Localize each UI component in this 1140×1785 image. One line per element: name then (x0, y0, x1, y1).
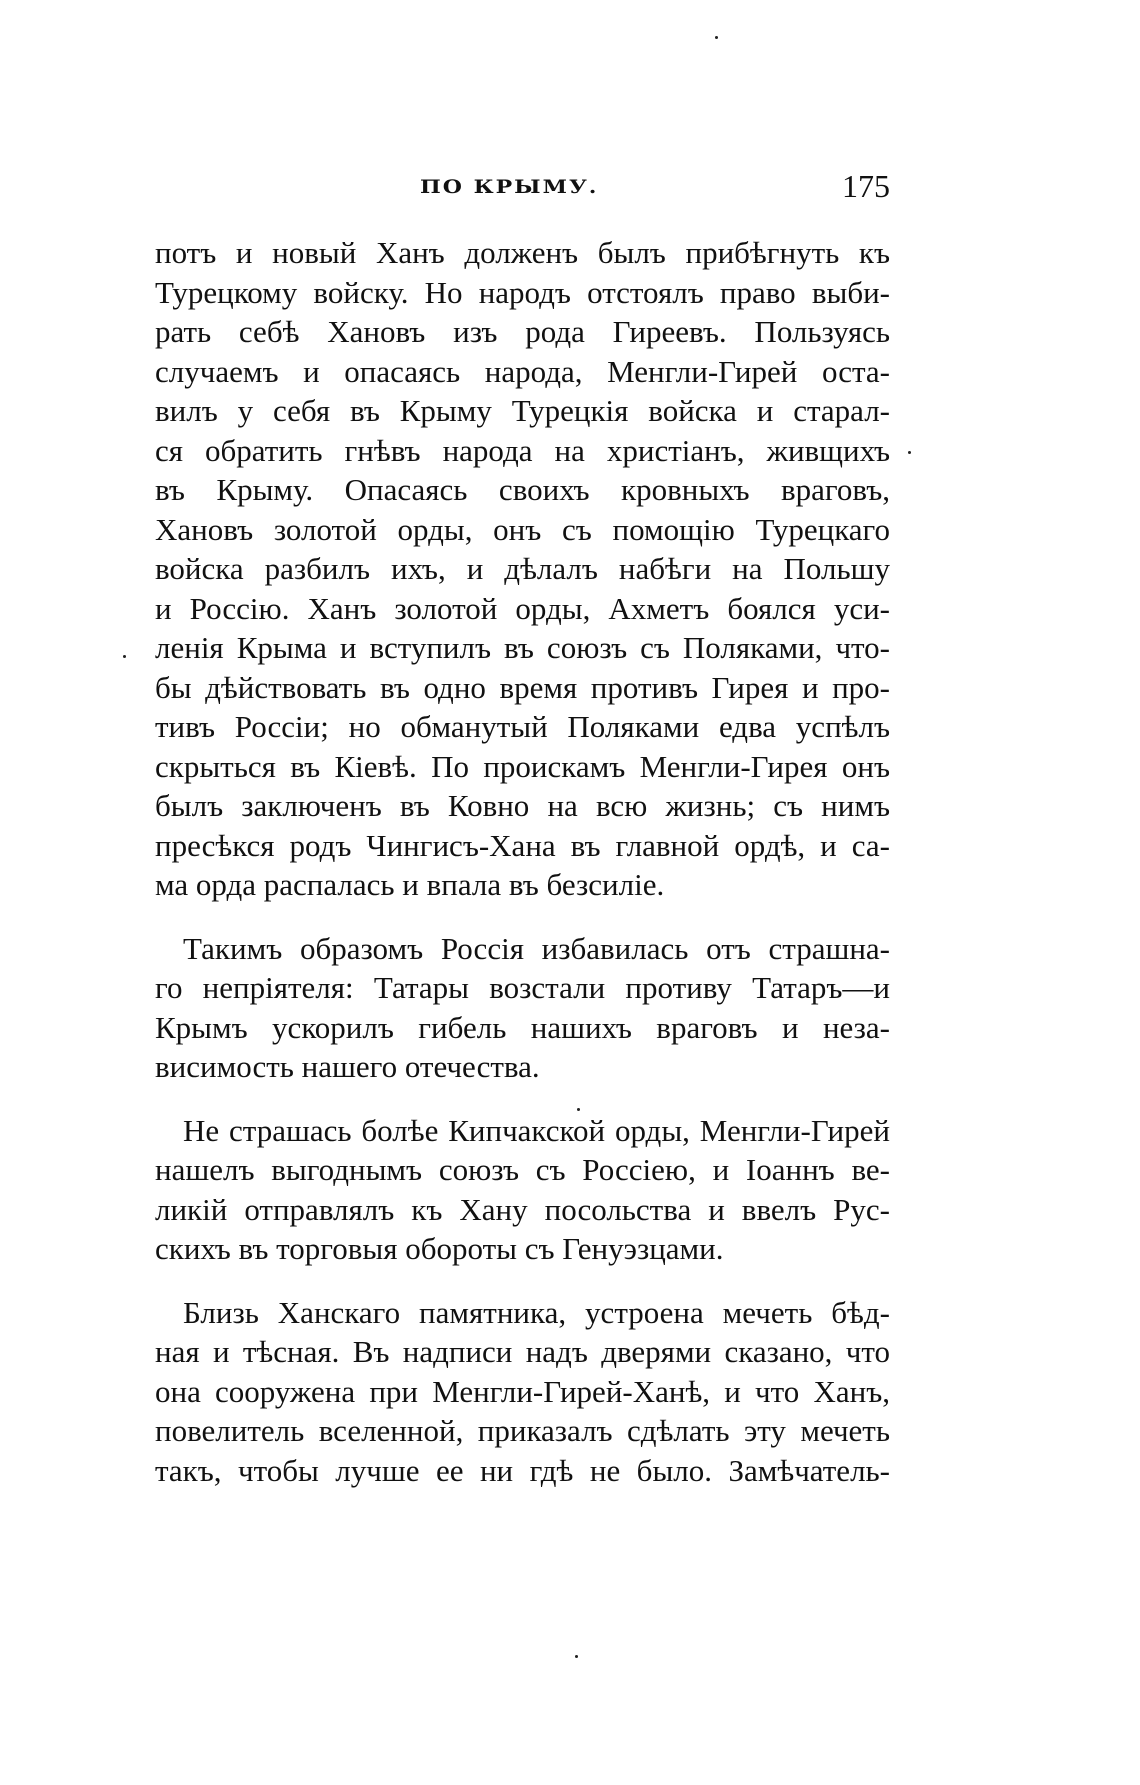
text-line: Такимъ образомъ Россія избавилась отъ страшна- (183, 930, 890, 966)
paragraph-gap (155, 1087, 890, 1111)
text-line: вилъ у себя въ Крыму Турецкія войска и старал- (155, 393, 890, 428)
text-line: Хановъ золотой орды, онъ съ помощію Турецкаго (155, 511, 890, 547)
text-line: и Россію. Ханъ золотой орды, Ахметъ боялся уси- (155, 590, 890, 626)
running-head: ПО КРЫМУ. (420, 175, 599, 199)
text-line: повелитель вселенной, приказалъ сдѣлать эту мечеть (155, 1413, 890, 1448)
text-line: былъ заключенъ въ Ковно на всю жизнь; съ нимъ (155, 788, 890, 823)
text-line: висимость нашего отечества. (155, 1049, 540, 1084)
text-line: она сооружена при Менгли-Гирей-Ханѣ, и что Ханъ, (155, 1373, 890, 1409)
body-text (155, 233, 890, 1490)
text-line: бы дѣйствовать въ одно время противъ Гирея и про- (155, 669, 890, 705)
print-speck (123, 655, 126, 658)
paragraph (155, 1293, 890, 1491)
text-line: ленія Крыма и вступилъ въ союзъ съ Поляками, что- (155, 630, 890, 665)
paragraph-gap (155, 905, 890, 929)
text-line: ликій отправлялъ къ Хану посольства и ввелъ Рус- (155, 1191, 890, 1227)
text-line: скрыться въ Кіевѣ. По проискамъ Менгли-Гирея онъ (155, 748, 890, 784)
text-line: рать себѣ Хановъ изъ рода Гиреевъ. Пользуясь (155, 314, 890, 349)
page-header (155, 168, 890, 208)
paragraph (155, 1111, 890, 1269)
text-line: тивъ Россіи; но обманутый Поляками едва успѣлъ (155, 709, 890, 744)
text-line: Не страшась болѣе Кипчакской орды, Менгли-Гирей (183, 1112, 890, 1148)
text-line: войска разбилъ ихъ, и дѣлалъ набѣги на Польшу (155, 551, 890, 586)
text-line: Крымъ ускорилъ гибель нашихъ враговъ и неза- (155, 1009, 890, 1045)
text-line: въ Крыму. Опасаясь своихъ кровныхъ враговъ, (155, 472, 890, 507)
text-line: Турецкому войску. Но народъ отстоялъ право выби- (155, 274, 890, 310)
print-speck (577, 1108, 580, 1111)
text-line: ся обратить гнѣвъ народа на христіанъ, живщихъ (155, 432, 890, 468)
paragraph-gap (155, 1269, 890, 1293)
text-line: нашелъ выгоднымъ союзъ съ Россіею, и Іоаннъ ве- (155, 1152, 890, 1187)
print-speck (575, 1655, 578, 1658)
text-line: ная и тѣсная. Въ надписи надъ дверями сказано, что (155, 1334, 890, 1369)
text-line: ма орда распалась и впала въ безсиліе. (155, 867, 665, 902)
paragraph (155, 233, 890, 905)
text-line: го непріятеля: Татары возстали противу Татаръ—и (155, 970, 890, 1005)
text-line: такъ, чтобы лучше ее ни гдѣ не было. Замѣчатель- (155, 1452, 890, 1488)
text-line: Близь Ханскаго памятника, устроена мечеть бѣд- (183, 1294, 890, 1330)
text-line: случаемъ и опасаясь народа, Менгли-Гирей оста- (155, 353, 890, 389)
print-speck (908, 451, 911, 454)
text-line: потъ и новый Ханъ долженъ былъ прибѣгнуть къ (155, 235, 890, 270)
paragraph (155, 929, 890, 1087)
page-number: 175 (842, 168, 890, 204)
print-speck (715, 36, 718, 39)
text-line: пресѣкся родъ Чингисъ-Хана въ главной ордѣ, и са- (155, 827, 890, 863)
text-line: скихъ въ торговыя обороты съ Генуэзцами. (155, 1231, 724, 1266)
